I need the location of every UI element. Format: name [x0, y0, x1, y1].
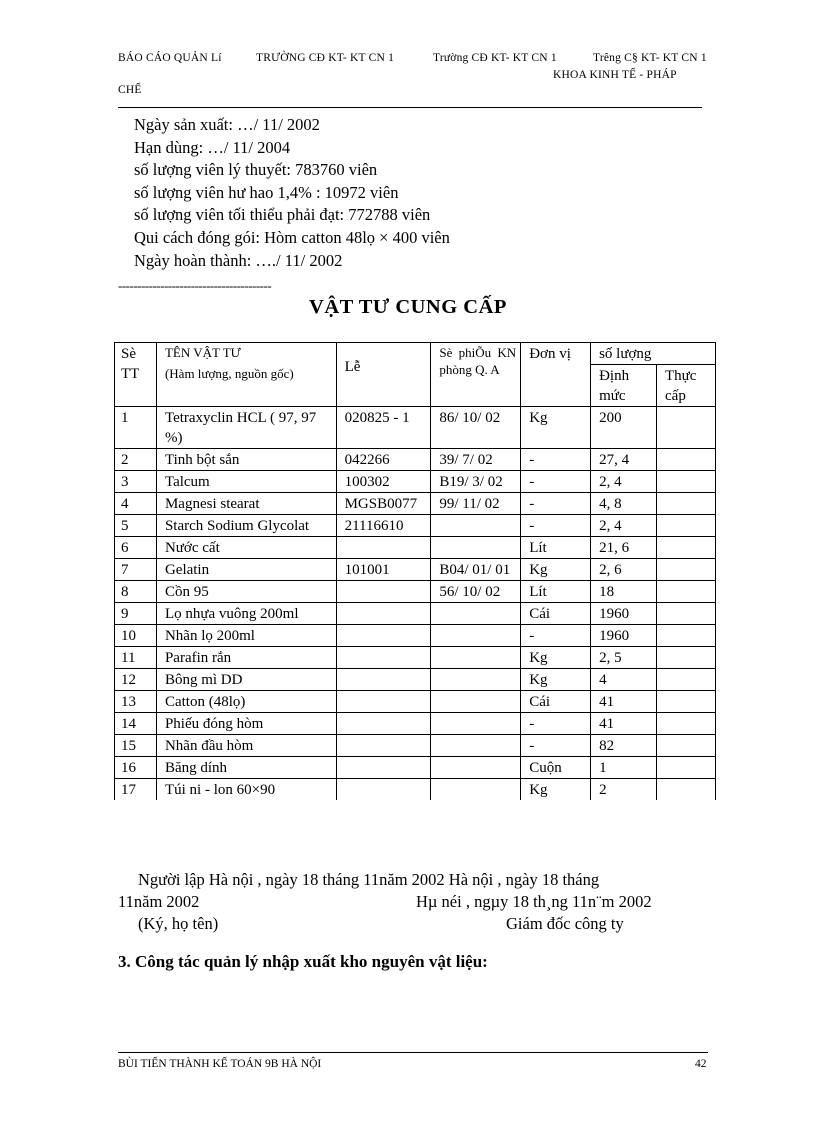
table-row [115, 779, 716, 801]
cell-lot: 020825 - 1 [336, 407, 431, 449]
table-row [115, 537, 716, 559]
header-school-3: Trêng C§ KT- KT CN 1 [593, 52, 707, 64]
cell-unit: Kg [521, 669, 591, 691]
cell-norm: 2, 4 [591, 515, 657, 537]
cell-lot [336, 647, 431, 669]
cell-name: Bông mì DD [156, 669, 336, 691]
header-material-note: (Hàm lượng, nguồn gốc) [164, 366, 294, 381]
header-lot: Lễ [336, 343, 431, 407]
cell-norm: 21, 6 [591, 537, 657, 559]
cell-stt: 16 [115, 757, 157, 779]
table-row [115, 757, 716, 779]
cell-name: Nước cất [156, 537, 336, 559]
cell-lot: 21116610 [336, 515, 431, 537]
cell-unit: Kg [521, 559, 591, 581]
cell-stt: 3 [115, 471, 157, 493]
header-actual: Thực cấp [657, 365, 716, 407]
cell-name: Túi ni - lon 60×90 [156, 779, 336, 801]
header-kn: Sè phiÕu KN phòng Q. A [431, 343, 521, 407]
cell-norm: 1960 [591, 625, 657, 647]
cell-norm: 2, 4 [591, 471, 657, 493]
footer-divider [118, 1052, 708, 1053]
header-faculty: KHOA KINH TẾ - PHÁP [553, 69, 677, 81]
page-number: 42 [695, 1058, 707, 1070]
cell-norm: 2, 6 [591, 559, 657, 581]
cell-unit: - [521, 625, 591, 647]
cell-kn [431, 625, 521, 647]
cell-norm: 4, 8 [591, 493, 657, 515]
cell-name: Catton (48lọ) [156, 691, 336, 713]
page-title: VẬT TƯ CUNG CẤP [309, 296, 507, 318]
cell-kn [431, 603, 521, 625]
cell-kn: 39/ 7/ 02 [431, 449, 521, 471]
cell-lot [336, 757, 431, 779]
table-row [115, 603, 716, 625]
info-line-production-date: Ngày sản xuất: …/ 11/ 2002 [134, 115, 320, 134]
cell-name: Gelatin [156, 559, 336, 581]
cell-stt: 2 [115, 449, 157, 471]
cell-stt: 4 [115, 493, 157, 515]
cell-actual [657, 757, 716, 779]
cell-kn [431, 669, 521, 691]
cell-actual [657, 559, 716, 581]
cell-lot [336, 625, 431, 647]
cell-actual [657, 625, 716, 647]
cell-unit: - [521, 735, 591, 757]
cell-stt: 15 [115, 735, 157, 757]
cell-name: Talcum [156, 471, 336, 493]
signature-preparer: (Ký, họ tên) [138, 914, 219, 933]
info-line-min-qty: số lượng viên tối thiểu phải đạt: 772788 viên [134, 205, 431, 225]
cell-unit: Kg [521, 647, 591, 669]
cell-unit: Cái [521, 603, 591, 625]
dashed-separator: ---------------------------------------- [118, 278, 272, 293]
cell-actual [657, 779, 716, 801]
cell-unit: Kg [521, 407, 591, 449]
cell-norm: 18 [591, 581, 657, 603]
signature-line-1: Người lập Hà nội , ngày 18 tháng 11năm 2002 Hà nội , ngày 18 tháng [138, 870, 600, 889]
cell-kn: B04/ 01/ 01 [431, 559, 521, 581]
cell-stt: 10 [115, 625, 157, 647]
cell-kn [431, 713, 521, 735]
cell-actual [657, 735, 716, 757]
table-row [115, 559, 716, 581]
cell-stt: 6 [115, 537, 157, 559]
cell-actual [657, 669, 716, 691]
cell-stt: 8 [115, 581, 157, 603]
header-report-title: BÁO CÁO QUẢN Lí [118, 52, 222, 64]
footer-author: BÙI TIẾN THÀNH KẾ TOÁN 9B HÀ NỘI [118, 1058, 322, 1070]
cell-lot [336, 735, 431, 757]
cell-actual [657, 713, 716, 735]
info-line-completion-date: Ngày hoàn thành: …./ 11/ 2002 [134, 250, 343, 270]
cell-kn [431, 537, 521, 559]
cell-name: Starch Sodium Glycolat [156, 515, 336, 537]
cell-unit: - [521, 713, 591, 735]
cell-norm: 82 [591, 735, 657, 757]
cell-stt: 7 [115, 559, 157, 581]
cell-actual [657, 581, 716, 603]
header-divider [118, 107, 702, 108]
cell-actual [657, 537, 716, 559]
info-line-theoretical-qty: số lượng viên lý thuyết: 783760 viên [134, 160, 378, 180]
cell-lot: 042266 [336, 449, 431, 471]
cell-lot [336, 537, 431, 559]
cell-unit: Lít [521, 537, 591, 559]
cell-lot: MGSB0077 [336, 493, 431, 515]
cell-name: Tinh bột sắn [156, 449, 336, 471]
cell-actual [657, 647, 716, 669]
cell-norm: 2 [591, 779, 657, 801]
cell-kn [431, 757, 521, 779]
header-unit: Đơn vị [521, 343, 591, 407]
cell-stt: 9 [115, 603, 157, 625]
cell-actual [657, 471, 716, 493]
cell-norm: 27, 4 [591, 449, 657, 471]
table-row [115, 449, 716, 471]
production-info [134, 114, 450, 272]
cell-unit: Kg [521, 779, 591, 801]
signature-date-right: Hµ néi , ngµy 18 th¸ng 11n¨m 2002 [416, 892, 652, 911]
table-row [115, 493, 716, 515]
cell-kn [431, 779, 521, 801]
table-row [115, 625, 716, 647]
header-school-1: TRƯỜNG CĐ KT- KT CN 1 [256, 52, 395, 64]
cell-norm: 4 [591, 669, 657, 691]
cell-stt: 5 [115, 515, 157, 537]
cell-unit: - [521, 471, 591, 493]
table-row [115, 407, 716, 449]
table-header-row [115, 343, 716, 365]
cell-kn [431, 647, 521, 669]
table-row [115, 713, 716, 735]
cell-stt: 11 [115, 647, 157, 669]
cell-kn [431, 515, 521, 537]
table-row [115, 471, 716, 493]
cell-name: Nhãn lọ 200ml [156, 625, 336, 647]
cell-actual [657, 691, 716, 713]
cell-actual [657, 407, 716, 449]
cell-kn: 86/ 10/ 02 [431, 407, 521, 449]
cell-name: Parafin rắn [156, 647, 336, 669]
cell-kn [431, 691, 521, 713]
cell-name: Phiếu đóng hòm [156, 713, 336, 735]
cell-name: Tetraxyclin HCL ( 97, 97 %) [156, 407, 336, 449]
cell-lot [336, 691, 431, 713]
cell-unit: - [521, 515, 591, 537]
cell-stt: 14 [115, 713, 157, 735]
table-row [115, 515, 716, 537]
cell-stt: 12 [115, 669, 157, 691]
cell-lot [336, 669, 431, 691]
cell-name: Băng dính [156, 757, 336, 779]
cell-name: Cồn 95 [156, 581, 336, 603]
header-school-2: Trường CĐ KT- KT CN 1 [433, 52, 557, 64]
supply-table [114, 342, 716, 800]
table-row [115, 691, 716, 713]
info-line-loss-qty: số lượng viên hư hao 1,4% : 10972 viên [134, 182, 399, 202]
header-norm: Định mức [591, 365, 657, 407]
cell-stt: 17 [115, 779, 157, 801]
cell-kn [431, 735, 521, 757]
table-row [115, 735, 716, 757]
header-stt: Sè TT [115, 343, 157, 407]
table-row [115, 669, 716, 691]
cell-lot [336, 581, 431, 603]
header-quantity: số lượng [591, 343, 716, 365]
cell-name: Lọ nhựa vuông 200ml [156, 603, 336, 625]
cell-norm: 1960 [591, 603, 657, 625]
header-material-name: TÊN VẬT TƯ [164, 345, 241, 360]
cell-unit: Cái [521, 691, 591, 713]
header-report-title-cont: CHẾ [118, 84, 142, 96]
cell-kn: 99/ 11/ 02 [431, 493, 521, 515]
table-row [115, 581, 716, 603]
cell-lot [336, 713, 431, 735]
cell-actual [657, 493, 716, 515]
signature-date-left: 11năm 2002 [118, 892, 200, 911]
cell-unit: Lít [521, 581, 591, 603]
header-material [156, 343, 336, 407]
cell-kn: 56/ 10/ 02 [431, 581, 521, 603]
cell-lot: 100302 [336, 471, 431, 493]
cell-stt: 13 [115, 691, 157, 713]
section-heading: 3. Công tác quản lý nhập xuất kho nguyên vật liệu: [118, 952, 488, 971]
signature-director: Giám đốc công ty [506, 914, 624, 933]
cell-actual [657, 515, 716, 537]
cell-norm: 200 [591, 407, 657, 449]
cell-kn: B19/ 3/ 02 [431, 471, 521, 493]
cell-norm: 2, 5 [591, 647, 657, 669]
info-line-packaging: Qui cách đóng gói: Hòm catton 48lọ × 400 viên [134, 227, 450, 247]
info-line-expiry: Hạn dùng: …/ 11/ 2004 [134, 137, 291, 157]
cell-name: Magnesi stearat [156, 493, 336, 515]
cell-unit: - [521, 449, 591, 471]
cell-actual [657, 449, 716, 471]
cell-lot [336, 779, 431, 801]
cell-norm: 1 [591, 757, 657, 779]
cell-unit: Cuộn [521, 757, 591, 779]
table-row [115, 647, 716, 669]
cell-stt: 1 [115, 407, 157, 449]
cell-norm: 41 [591, 691, 657, 713]
cell-actual [657, 603, 716, 625]
cell-name: Nhãn đầu hòm [156, 735, 336, 757]
cell-lot [336, 603, 431, 625]
cell-norm: 41 [591, 713, 657, 735]
cell-lot: 101001 [336, 559, 431, 581]
cell-unit: - [521, 493, 591, 515]
